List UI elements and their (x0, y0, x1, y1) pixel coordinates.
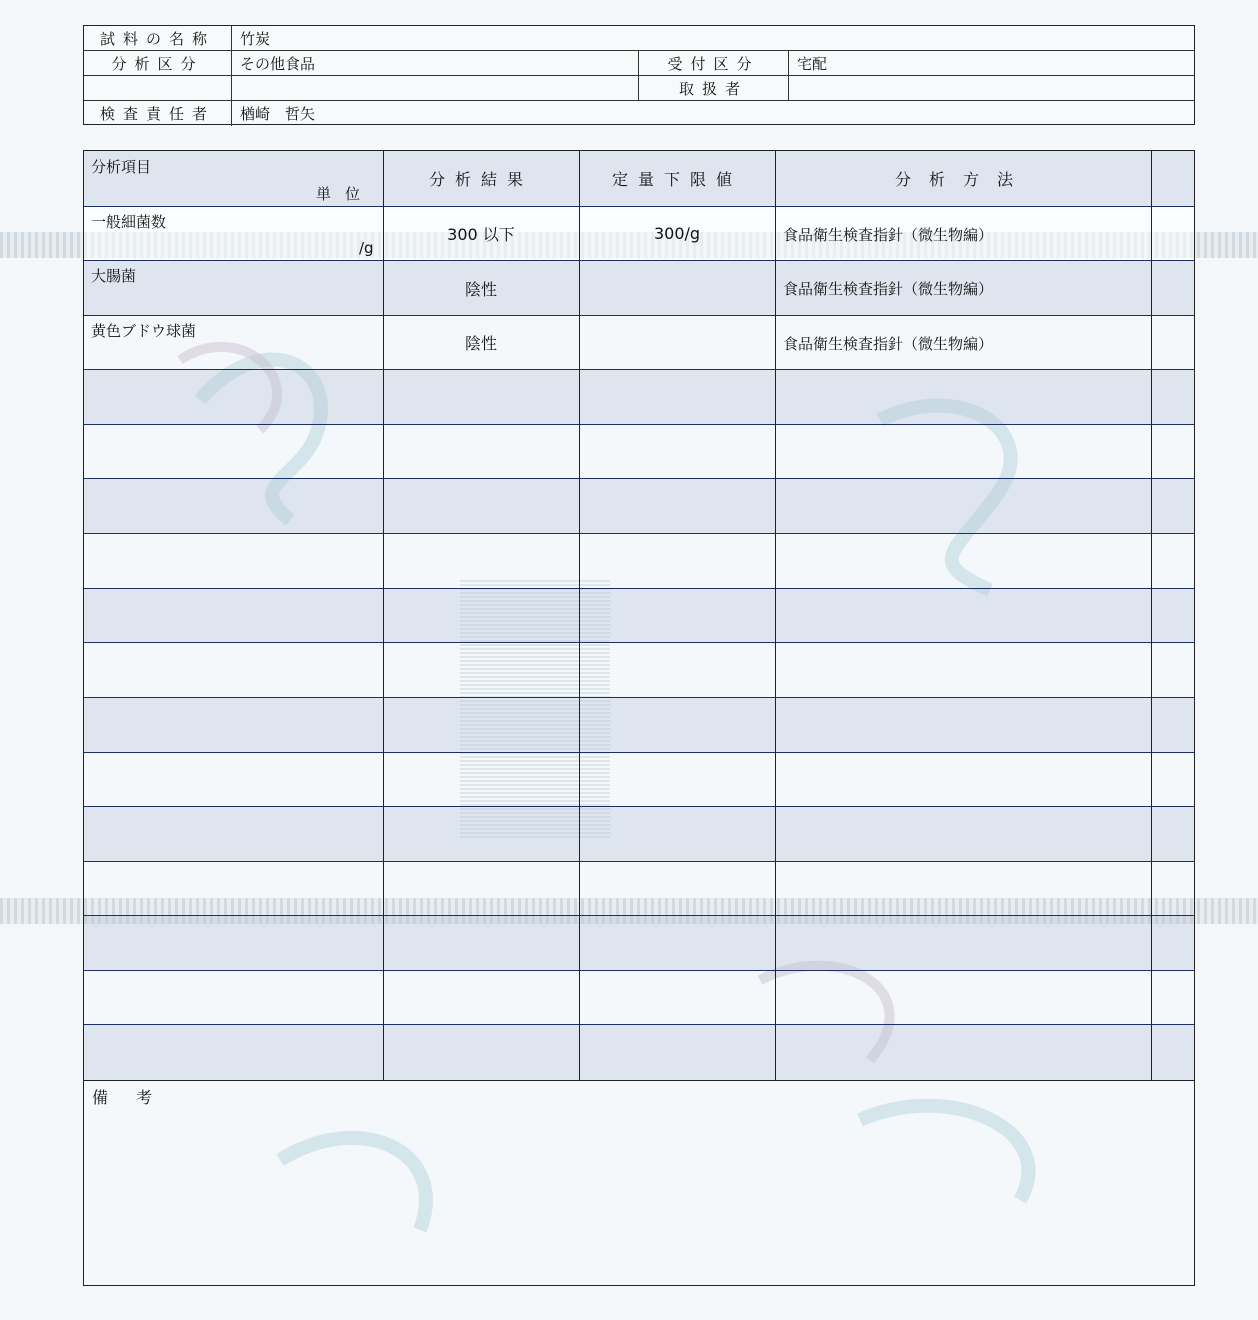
row-limit (579, 261, 775, 315)
handler-label: 取扱者 (639, 76, 789, 100)
info-row-inspector (84, 101, 1194, 126)
header-item: 分析項目 (91, 158, 152, 176)
blank-label (84, 76, 232, 100)
row-limit: 300/g (653, 224, 701, 243)
column-divider (775, 151, 776, 1081)
sample-info-table (83, 25, 1195, 125)
empty-row (84, 753, 1194, 807)
empty-row (84, 534, 1194, 589)
row-item: 大腸菌 (91, 267, 137, 285)
empty-row (84, 589, 1194, 643)
category-label: 分析区分 (84, 51, 232, 75)
info-row-handler (84, 76, 1194, 101)
empty-row (84, 971, 1194, 1025)
table-row (84, 316, 1194, 370)
reception-value: 宅配 (797, 54, 828, 73)
column-divider (383, 151, 384, 1081)
row-limit (579, 316, 775, 369)
empty-row (84, 479, 1194, 534)
results-header-row (84, 151, 1194, 207)
row-item: 一般細菌数 (91, 213, 167, 231)
remarks-label: 備 考 (92, 1088, 159, 1107)
header-limit: 定量下限値 (611, 170, 742, 189)
row-method: 食品衛生検査指針（微生物編） (783, 280, 994, 298)
row-unit: /g (359, 239, 374, 257)
category-value: その他食品 (232, 51, 639, 75)
empty-row (84, 370, 1194, 425)
inspector-value: 楢崎 哲矢 (240, 105, 316, 123)
empty-row (84, 807, 1194, 862)
header-unit: 単位 (316, 185, 375, 203)
row-method: 食品衛生検査指針（微生物編） (783, 226, 994, 244)
results-table (83, 150, 1195, 1286)
row-result: 300 以下 (447, 225, 515, 244)
info-row-sample (84, 26, 1194, 51)
reception-label: 受付区分 (639, 51, 789, 75)
empty-row (84, 862, 1194, 916)
row-result: 陰性 (464, 334, 497, 353)
row-result: 陰性 (464, 279, 497, 299)
column-divider (579, 151, 580, 1081)
remarks-area (84, 1081, 1194, 1284)
handler-value (789, 76, 1194, 100)
sample-name-label: 試料の名称 (84, 26, 232, 50)
table-row (84, 207, 1194, 261)
table-row (84, 261, 1194, 316)
empty-row (84, 425, 1194, 479)
row-method: 食品衛生検査指針（微生物編） (783, 335, 994, 353)
empty-row (84, 643, 1194, 698)
header-result: 分析結果 (428, 170, 533, 189)
empty-row (84, 1025, 1194, 1081)
sample-name-value: 竹炭 (240, 29, 271, 48)
empty-row (84, 916, 1194, 971)
column-divider (1151, 151, 1152, 1081)
row-item: 黄色ブドウ球菌 (91, 322, 197, 340)
inspector-label: 検査責任者 (84, 101, 232, 126)
empty-row (84, 698, 1194, 753)
blank-value (232, 76, 639, 100)
info-row-category (84, 51, 1194, 76)
header-method: 分析方法 (894, 170, 1031, 189)
